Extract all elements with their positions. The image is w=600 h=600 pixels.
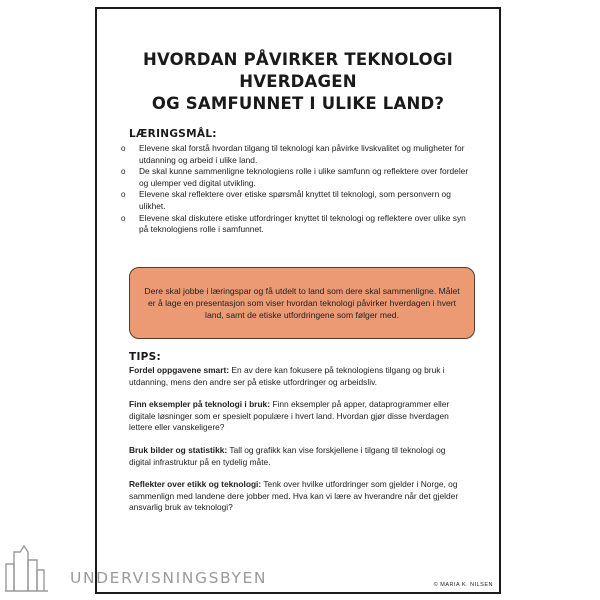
bullet-icon: o (121, 190, 126, 200)
tip-text: Finn eksempler på apper, dataprogrammer eller digitale løsninger som er spesielt populære i hvert land. Hvordan gjør disse hverdagen lettere eller vanskeligere? (129, 399, 450, 433)
task-callout-text: Dere skal jobbe i læringspar og få utdelt to land som dere skal sammenligne. Målet er å lage en presentasjon som viser hvordan teknologi påvirker hverdagen i hvert land, samt de etiske utfordringene som følger med. (144, 286, 460, 320)
page-title-line-2: OG SAMFUNNET I ULIKE LAND? (151, 94, 445, 113)
tip-text: Tenk over hvilke utfordringer som gjelder i Norge, og sammenlign med landene dere jobber med. Hva kan vi lære av hverandre når det gjelder ansvarlig bruk av teknologi? (129, 479, 459, 513)
tip-item (129, 445, 469, 468)
tip-item (129, 399, 469, 434)
city-skyline-icon (4, 540, 74, 592)
watermark-text: UNDERVISNINGSBYEN (70, 569, 268, 587)
tip-item (129, 479, 469, 514)
page-title (97, 49, 499, 115)
bullet-icon: o (121, 144, 126, 153)
learning-goal-item: o De skal kunne sammenligne teknologiens rolle i ulike samfunn og reflektere over fordeler og ulemper ved digital utvikling. (121, 166, 469, 188)
bullet-icon: o (121, 213, 126, 223)
tips-list (129, 365, 469, 525)
bullet-icon: o (121, 167, 126, 177)
learning-goal-item: o Elevene skal forstå hvordan tilgang til teknologi kan påvirke livskvalitet og muligheter for utdanning og arbeid i ulike land. (121, 143, 465, 165)
tip-label: Bruk bilder og statistikk: (129, 444, 228, 455)
tip-label: Reflekter over etikk og teknologi: (129, 479, 262, 490)
tip-text: En av dere kan fokusere på teknologiens tilgang og bruk i utdanning, mens den andre ser på etiske utfordringer og arbeidsliv. (129, 365, 445, 387)
learning-goals-list (121, 143, 471, 236)
tip-label: Fordel oppgavene smart: (129, 365, 230, 375)
page-title-line-1: HVORDAN PÅVIRKER TEKNOLOGI HVERDAGEN (142, 50, 453, 91)
tips-heading: TIPS: (129, 351, 162, 363)
tip-text: Tall og grafikk kan vise forskjellene i tilgang til teknologi og digital infrastruktur på en tydelig måte. (129, 444, 446, 467)
watermark-logo (4, 540, 324, 592)
copyright-notice: © MARIA K. NILSEN (433, 582, 493, 588)
learning-goals-heading: LÆRINGSMÅL: (129, 128, 217, 140)
learning-goal-item: o Elevene skal diskutere etiske utfordringer knyttet til teknologi og reflektere over ulike syn på teknologiens rolle i samfunnet. (121, 212, 466, 235)
worksheet-page (95, 7, 501, 594)
task-callout-box (129, 267, 475, 339)
tip-label: Finn eksempler på teknologi i bruk: (129, 399, 271, 410)
learning-goal-item: o Elevene skal reflektere over etiske spørsmål knyttet til teknologi, som personvern og ulikhet. (121, 189, 451, 211)
tip-item (129, 365, 469, 388)
